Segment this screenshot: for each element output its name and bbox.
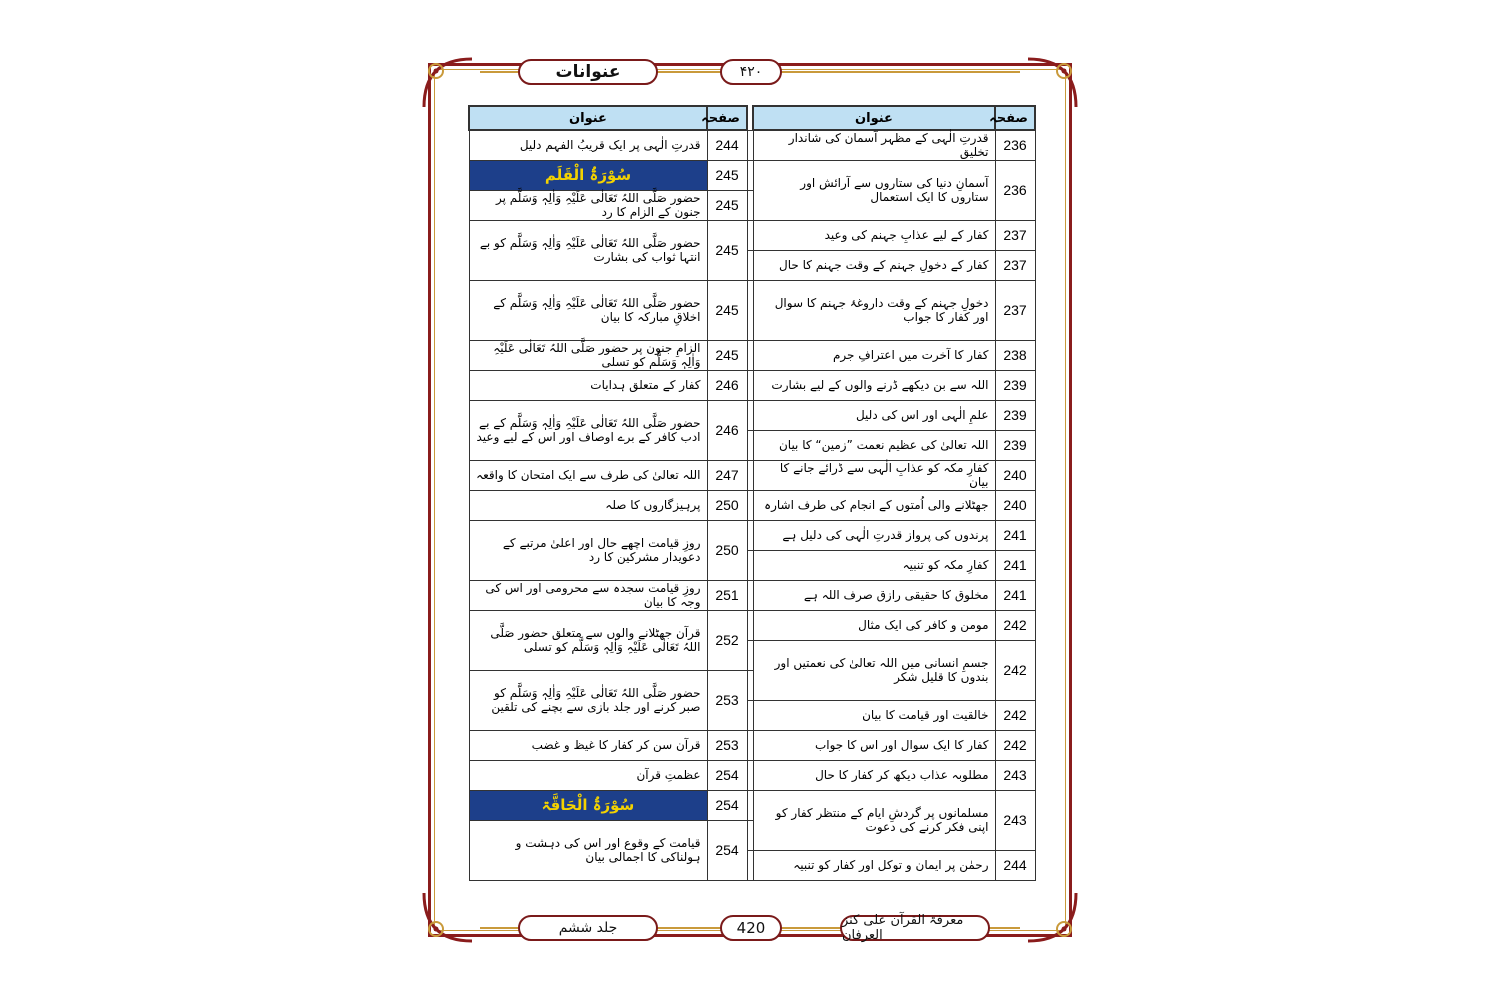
table-row (469, 580, 1035, 610)
index-entry: خالقیت اور قیامت کا بیان (753, 700, 995, 730)
index-entry: اللہ تعالیٰ کی طرف سے ایک امتحان کا واقعہ (469, 460, 707, 490)
column-header-topic: عنوان (753, 106, 995, 130)
index-page-number: 247 (707, 460, 747, 490)
column-gap (747, 490, 753, 520)
index-page-number: 242 (995, 610, 1035, 640)
column-header-page: صفحہ (995, 106, 1035, 130)
table-row (469, 340, 1035, 370)
index-entry: مسلمانوں پر گردشِ ایام کے منتظر کفار کو اپنی فکر کرنے کی دعوت (753, 790, 995, 850)
table-row (469, 520, 1035, 550)
index-page-number: 236 (995, 160, 1035, 220)
index-entry: اللہ سے بن دیکھے ڈرنے والوں کے لیے بشارت (753, 370, 995, 400)
index-page-number: 244 (995, 850, 1035, 880)
index-page-number: 237 (995, 280, 1035, 340)
index-page-number: 245 (707, 160, 747, 190)
index-entry: قدرتِ الٰہی کے مظہر آسمان کی شاندار تخلیق (753, 130, 995, 160)
column-gap (747, 430, 753, 460)
index-entry: کفار کے لیے عذابِ جہنم کی وعید (753, 220, 995, 250)
corner-ornament-icon (1024, 889, 1080, 945)
index-entry: پرہیزگاروں کا صلہ (469, 490, 707, 520)
volume-label: جلد ششم (518, 915, 658, 941)
index-page-number: 245 (707, 190, 747, 220)
index-entry: جسمِ انسانی میں اللہ تعالیٰ کی نعمتیں اور بندوں کا قلیل شکر (753, 640, 995, 700)
index-page-number: 250 (707, 490, 747, 520)
table-row (469, 490, 1035, 520)
index-page-number: 238 (995, 340, 1035, 370)
index-page-number: 236 (995, 130, 1035, 160)
index-page-number: 240 (995, 460, 1035, 490)
index-entry: قیامت کے وقوع اور اس کی دہشت و ہولناکی کا اجمالی بیان (469, 820, 707, 880)
index-page-number: 239 (995, 400, 1035, 430)
index-entry: روزِ قیامت اچھے حال اور اعلیٰ مرتبے کے دعویدار مشرکین کا رد (469, 520, 707, 580)
index-page-number: 245 (707, 220, 747, 280)
column-gap (747, 190, 753, 220)
table-row (469, 460, 1035, 490)
column-gap (747, 520, 753, 550)
index-page-number: 242 (995, 640, 1035, 700)
index-entry: روزِ قیامت سجدہ سے محرومی اور اس کی وجہ کا بیان (469, 580, 707, 610)
index-page-number: 252 (707, 610, 747, 670)
column-gap (747, 460, 753, 490)
header-page-number: ۴۲۰ (720, 59, 782, 85)
index-page-number: 251 (707, 580, 747, 610)
book-title: معرفۃ القرآن علی کنز العرفان (840, 915, 990, 941)
column-gap (747, 160, 753, 190)
index-entry: حضور صَلَّی اللہُ تَعَالٰی عَلَیْہِ وَاٰلِہٖ وَسَلَّم کو بے انتہا ثواب کی بشارت (469, 220, 707, 280)
footer-page-number: 420 (720, 915, 782, 941)
table-row (469, 220, 1035, 250)
table-row (469, 160, 1035, 190)
column-gap (747, 820, 753, 850)
index-entry: مطلوبہ عذاب دیکھ کر کفار کا حال (753, 760, 995, 790)
index-entry: جھٹلانے والی اُمتوں کے انجام کی طرف اشارہ (753, 490, 995, 520)
column-gap (747, 610, 753, 640)
table-row (469, 280, 1035, 340)
page (420, 55, 1080, 945)
column-gap (747, 850, 753, 880)
index-page-number: 241 (995, 550, 1035, 580)
table-row (469, 130, 1035, 160)
index-page-number: 254 (707, 790, 747, 820)
corner-ornament-icon (420, 889, 476, 945)
index-page-number: 246 (707, 400, 747, 460)
index-entry: قدرتِ الٰہی پر ایک قریبُ الفہم دلیل (469, 130, 707, 160)
column-gap (747, 760, 753, 790)
index-entry: دخولِ جہنم کے وقت داروغۂ جہنم کا سوال اور کفار کا جواب (753, 280, 995, 340)
index-entry: مومن و کافر کی ایک مثال (753, 610, 995, 640)
index-entry: قرآن جھٹلانے والوں سے متعلق حضور صَلَّی اللہُ تَعَالٰی عَلَیْہِ وَاٰلِہٖ وَسَلَّم کو تسلی (469, 610, 707, 670)
index-entry: مخلوق کا حقیقی رازق صرف اللہ ہے (753, 580, 995, 610)
index-page-number: 240 (995, 490, 1035, 520)
index-page-number: 245 (707, 340, 747, 370)
index-page-number: 243 (995, 790, 1035, 850)
index-entry: علمِ الٰہی اور اس کی دلیل (753, 400, 995, 430)
column-gap (747, 580, 753, 610)
index-entry: کفار کے متعلق ہدایات (469, 370, 707, 400)
table-row (469, 790, 1035, 820)
index-page-number: 243 (995, 760, 1035, 790)
page-title: عنوانات (518, 59, 658, 85)
index-page-number: 254 (707, 760, 747, 790)
column-gap (747, 220, 753, 250)
index-page-number: 241 (995, 580, 1035, 610)
index-page-number: 242 (995, 730, 1035, 760)
surah-heading: سُوْرَۃُ الْقَلَم (469, 160, 707, 190)
corner-ornament-icon (1024, 55, 1080, 111)
index-page-number: 241 (995, 520, 1035, 550)
index-page-number: 237 (995, 250, 1035, 280)
column-gap (747, 370, 753, 400)
index-entry: حضور صَلَّی اللہُ تَعَالٰی عَلَیْہِ وَاٰلِہٖ وَسَلَّم کے بے ادب کافر کے برے اوصاف اور اس کے لیے وعید (469, 400, 707, 460)
index-entry: قرآن سن کر کفار کا غیظ و غضب (469, 730, 707, 760)
column-gap (747, 700, 753, 730)
column-gap (747, 250, 753, 280)
index-page-number: 239 (995, 430, 1035, 460)
column-gap (747, 106, 753, 130)
table-row (469, 730, 1035, 760)
table-row (469, 610, 1035, 640)
index-page-number: 237 (995, 220, 1035, 250)
index-entry: کفارِ مکہ کو تنبیہ (753, 550, 995, 580)
column-header-page: صفحہ (707, 106, 747, 130)
index-entry: آسمانِ دنیا کی ستاروں سے آرائش اور ستاروں کا ایک استعمال (753, 160, 995, 220)
index-entry: حضور صَلَّی اللہُ تَعَالٰی عَلَیْہِ وَاٰلِہٖ وَسَلَّم کے اخلاقِ مبارکہ کا بیان (469, 280, 707, 340)
column-gap (747, 730, 753, 760)
index-table (468, 105, 1036, 881)
index-entry: کفار کا ایک سوال اور اس کا جواب (753, 730, 995, 760)
index-entry: حضور صَلَّی اللہُ تَعَالٰی عَلَیْہِ وَاٰلِہٖ وَسَلَّم کو صبر کرنے اور جلد بازی سے بچنے کی تلقین (469, 670, 707, 730)
column-gap (747, 640, 753, 670)
column-gap (747, 670, 753, 700)
index-entry: کفارِ مکہ کو عذابِ الٰہی سے ڈرائے جانے کا بیان (753, 460, 995, 490)
index-entry: پرندوں کی پرواز قدرتِ الٰہی کی دلیل ہے (753, 520, 995, 550)
column-gap (747, 280, 753, 340)
column-gap (747, 130, 753, 160)
index-page-number: 250 (707, 520, 747, 580)
index-page-number: 253 (707, 730, 747, 760)
index-page-number: 254 (707, 820, 747, 880)
index-entry: کفار کا آخرت میں اعترافِ جرم (753, 340, 995, 370)
index-entry: کفار کے دخولِ جہنم کے وقت جہنم کا حال (753, 250, 995, 280)
index-page-number: 253 (707, 670, 747, 730)
surah-heading: سُوْرَۃُ الْحَاقَّۃ (469, 790, 707, 820)
column-gap (747, 550, 753, 580)
table-row (469, 400, 1035, 430)
column-gap (747, 790, 753, 820)
index-page-number: 242 (995, 700, 1035, 730)
table-row (469, 370, 1035, 400)
index-entry: رحمٰن پر ایمان و توکل اور کفار کو تنبیہ (753, 850, 995, 880)
index-entry: عظمتِ قرآن (469, 760, 707, 790)
index-page-number: 246 (707, 370, 747, 400)
index-page-number: 245 (707, 280, 747, 340)
index-entry: اللہ تعالیٰ کی عظیم نعمت ”زمین“ کا بیان (753, 430, 995, 460)
corner-ornament-icon (420, 55, 476, 111)
index-entry: الزامِ جنون پر حضور صَلَّی اللہُ تَعَالٰی عَلَیْہِ وَاٰلِہٖ وَسَلَّم کو تسلی (469, 340, 707, 370)
index-entry: حضور صَلَّی اللہُ تَعَالٰی عَلَیْہِ وَاٰلِہٖ وَسَلَّم پر جنون کے الزام کا رد (469, 190, 707, 220)
column-gap (747, 400, 753, 430)
column-header-topic: عنوان (469, 106, 707, 130)
table-row (469, 760, 1035, 790)
index-page-number: 239 (995, 370, 1035, 400)
index-page-number: 244 (707, 130, 747, 160)
column-gap (747, 340, 753, 370)
